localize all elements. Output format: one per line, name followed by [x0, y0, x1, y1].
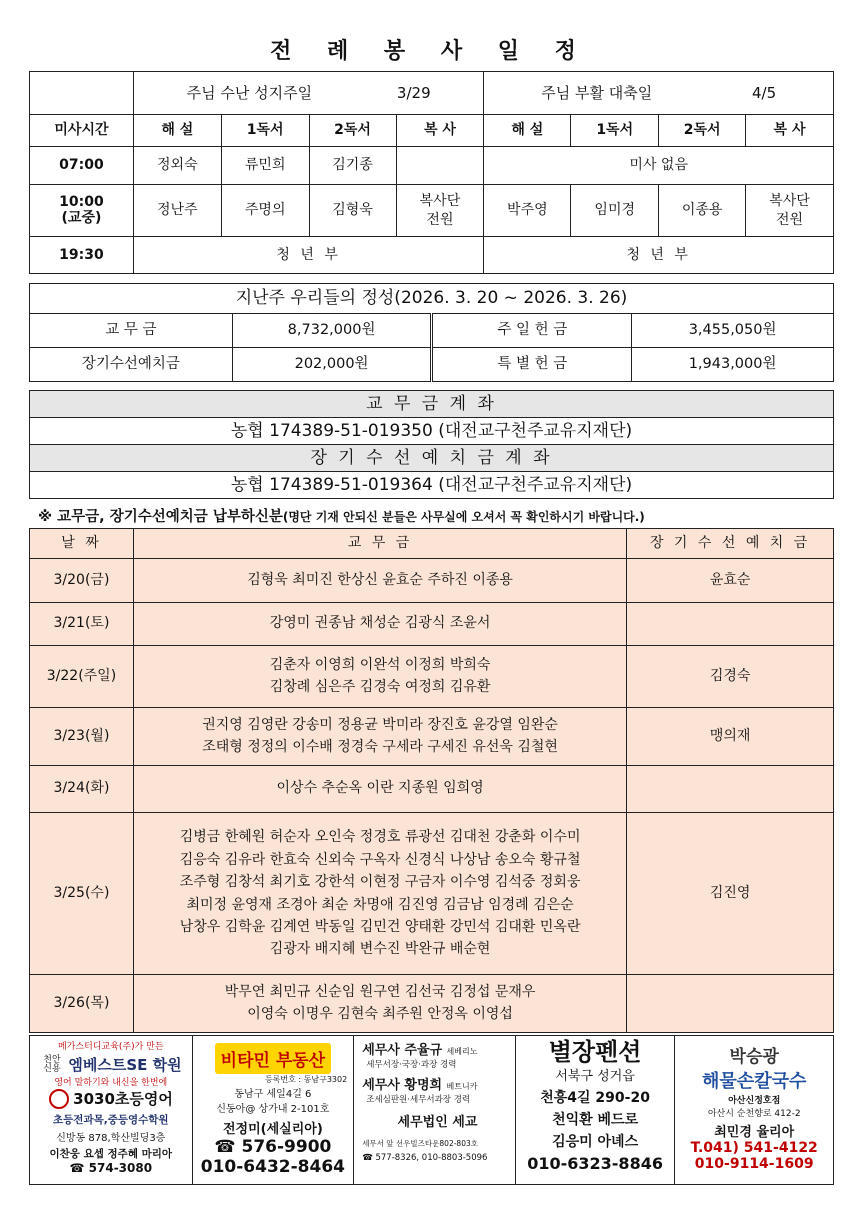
sunday2-header [484, 72, 834, 115]
server-line: 전원 [775, 211, 804, 228]
ad-academy-people: 이찬웅 요셉 정주혜 마리아 [49, 1148, 173, 1160]
offering-title: 지난주 우리들의 정성(2026. 3. 20 ~ 2026. 3. 26) [30, 284, 834, 314]
cell-name [396, 147, 484, 185]
page-title: 전 례 봉 사 일 정 [270, 39, 590, 64]
donor-line: 남창우 김학윤 김계연 박동일 김민건 양태환 강민석 김대환 민옥란 [179, 918, 581, 935]
cell-name: 김형욱 [309, 185, 396, 237]
server-line: 복사단 [419, 192, 461, 209]
donor-fund: 김경숙 [627, 646, 834, 708]
donor-line: 조태형 정정의 이수배 정경숙 구세라 구세진 유선욱 김철현 [202, 738, 558, 755]
ad-tax-name2: 세무사 황명희 [362, 1078, 443, 1093]
donor-date: 3/21(토) [30, 603, 134, 646]
donor-line: 김응숙 김유라 한효숙 신외숙 구옥자 신경식 나상남 송오숙 황규철 [179, 851, 581, 868]
ad-tax-saint2: 베트니카 [446, 1082, 478, 1091]
ad-tax-addr: 세무서 앞 선우빌즈타운802-803호 [362, 1139, 478, 1148]
donor-line: 김창례 심은주 김경숙 여정희 김유환 [269, 678, 491, 695]
donor-header-fund: 장 기 수 선 예 치 금 [627, 529, 834, 559]
header-commentary: 해 설 [484, 115, 571, 147]
ad-noodle-owner: 박승광 [729, 1047, 779, 1067]
donor-line: 김춘자 이영희 이완석 이정희 박희숙 [269, 656, 491, 673]
notice-small: (명단 기재 안되신 분들은 사무실에 오셔서 꼭 확인하시기 바랍니다.) [282, 510, 645, 524]
ad-realestate [193, 1036, 355, 1184]
ad-academy-phone: ☎ 574-3080 [69, 1161, 153, 1175]
header-time: 미사시간 [30, 115, 134, 147]
ad-noodle [675, 1036, 833, 1184]
donor-date: 3/22(주일) [30, 646, 134, 708]
ad-academy-name2-row [32, 1088, 190, 1109]
ad-noodle-name: 해물손칼국수 [702, 1071, 807, 1092]
donor-date: 3/23(월) [30, 708, 134, 766]
header-commentary: 해 설 [133, 115, 221, 147]
ad-pension [516, 1036, 676, 1184]
time-1000 [30, 185, 134, 237]
donor-header-date: 날 짜 [30, 529, 134, 559]
ad-tax-desc2: 조세심판원·세무서과장 경력 [366, 1095, 471, 1105]
ad-pension-owner1: 천익환 베드로 [552, 1112, 639, 1129]
header-reading2: 2독서 [309, 115, 396, 147]
ad-academy-prefix: 천안 신용 [43, 1054, 61, 1074]
account2-number: 농협 174389-51-019364 (대전교구천주교유지재단) [30, 472, 834, 499]
server-line: 전원 [426, 211, 454, 228]
donor-fund [627, 603, 834, 646]
server-line: 복사단 [769, 192, 810, 209]
ad-noodle-branch: 아산신정호점 [728, 1096, 781, 1106]
donor-line: 김형욱 최미진 한상신 윤효순 주하진 이종용 [247, 571, 513, 588]
ad-academy-top: 메가스터디교육(주)가 만든 [58, 1042, 164, 1052]
time-0700: 07:00 [30, 147, 134, 185]
donor-names [133, 975, 626, 1033]
donor-header-tithe: 교 무 금 [133, 529, 626, 559]
ad-noodle-addr: 아산시 순천향로 412-2 [707, 1109, 801, 1119]
donor-line: 강영미 권종남 채성순 김광식 조윤서 [269, 615, 491, 632]
schedule-table [29, 71, 834, 274]
donor-line: 김광자 배지혜 변수진 박완규 배순현 [269, 941, 491, 958]
donor-line: 권지영 김영란 강송미 정용균 박미라 장진호 윤강열 임완순 [202, 716, 558, 733]
donor-names [133, 813, 626, 975]
donor-line: 이영숙 이명우 김현숙 최주원 안정옥 이영섭 [247, 1005, 513, 1022]
ad-realestate-mobile: 010-6432-8464 [200, 1157, 345, 1177]
header-reading1: 1독서 [571, 115, 659, 147]
donor-fund [627, 766, 834, 813]
donor-names [133, 559, 626, 603]
cell-name: 정외숙 [133, 147, 221, 185]
donor-line: 조주형 김창석 최기호 강한석 이현정 구금자 이수영 김석중 정회웅 [179, 874, 581, 891]
sunday1-name: 주님 수난 성지주일 [186, 83, 313, 102]
no-mass-note: 미사 없음 [484, 147, 834, 185]
cell-name: 주명의 [221, 185, 309, 237]
donor-line: 김병금 한혜원 허순자 오인숙 정경호 류광선 김대천 강춘화 이수미 [179, 829, 581, 846]
cell-server [746, 185, 834, 237]
offering-label: 특 별 헌 금 [432, 348, 632, 382]
donor-line: 이상수 추순옥 이란 지종원 임희영 [276, 780, 484, 797]
header-server: 복 사 [396, 115, 484, 147]
donor-names [133, 766, 626, 813]
ad-tax-desc1: 세무서장·국장·과장 경력 [366, 1060, 457, 1070]
ad-academy [30, 1036, 193, 1184]
notice-main: ※ 교무금, 장기수선예치금 납부하신분 [38, 509, 283, 525]
schedule-corner [30, 72, 134, 115]
donor-line: 최미정 윤영재 조경아 최순 차명애 김진영 김금남 임경례 김은순 [186, 896, 574, 913]
donor-date: 3/24(화) [30, 766, 134, 813]
ad-academy-name2: 3030초등영어 [73, 1090, 173, 1108]
donor-date: 3/25(수) [30, 813, 134, 975]
ad-academy-addr: 신방동 878,학산빌딩3층 [56, 1133, 166, 1144]
donor-table [29, 528, 834, 1033]
account1-number: 농협 174389-51-019350 (대전교구천주교유지재단) [30, 418, 834, 445]
ad-noodle-mobile: 010-9114-1609 [694, 1156, 814, 1172]
ad-tax-tel: ☎ 577-8326, 010-8803-5096 [362, 1153, 488, 1163]
ad-academy-sub: 초등전과목,중등영수학원 [53, 1114, 169, 1126]
donor-fund [627, 975, 834, 1033]
ad-pension-name: 별장펜션 [548, 1039, 642, 1066]
ad-realestate-tel: ☎ 576-9900 [214, 1137, 332, 1157]
youth-left: 청 년 부 [133, 237, 484, 274]
notice [38, 505, 645, 526]
academy-logo-icon [49, 1089, 69, 1109]
cell-name: 류민희 [221, 147, 309, 185]
ad-realestate-addr2: 신동아@ 상가내 2-101호 [216, 1104, 330, 1115]
ad-realestate-badge-row [195, 1043, 352, 1074]
offering-label: 교 무 금 [30, 314, 233, 348]
account1-title: 교 무 금 계 좌 [30, 391, 834, 418]
youth-right: 청 년 부 [484, 237, 834, 274]
ad-tax-firm: 세무법인 세교 [397, 1115, 478, 1130]
ad-noodle-person: 최민경 율리아 [714, 1125, 795, 1140]
offering-label: 주 일 헌 금 [432, 314, 632, 348]
ad-tax [354, 1036, 516, 1184]
ad-strip [29, 1035, 834, 1185]
header-server: 복 사 [746, 115, 834, 147]
donor-names [133, 603, 626, 646]
ad-tax-saint1: 세베리노 [446, 1047, 478, 1056]
cell-name: 이종용 [659, 185, 746, 237]
offering-value: 202,000원 [232, 348, 432, 382]
donor-names [133, 708, 626, 766]
ad-realestate-name: 비타민 부동산 [215, 1043, 331, 1074]
account2-title: 장 기 수 선 예 치 금 계 좌 [30, 445, 834, 472]
donor-fund: 맹의재 [627, 708, 834, 766]
donor-date: 3/26(목) [30, 975, 134, 1033]
time-1000-label: 10:00 [59, 194, 104, 211]
cell-name: 김기종 [309, 147, 396, 185]
ad-tax-name1: 세무사 주율규 [362, 1043, 443, 1058]
cell-name: 정난주 [133, 185, 221, 237]
ad-noodle-tel: T.041) 541-4122 [690, 1140, 818, 1156]
ad-tax-row1 [362, 1039, 513, 1058]
sunday1-date: 3/29 [396, 83, 431, 102]
ad-realestate-reg: 등록번호 : 동남구3302 [264, 1075, 348, 1084]
donor-date: 3/20(금) [30, 559, 134, 603]
ad-academy-name: 엠베스트SE 학원 [68, 1056, 182, 1074]
sunday1-header [133, 72, 484, 115]
ad-realestate-owner: 전정미(세실리아) [222, 1122, 323, 1137]
cell-name: 임미경 [571, 185, 659, 237]
donor-names [133, 646, 626, 708]
donor-fund: 김진영 [627, 813, 834, 975]
ad-pension-addr1: 서북구 성거읍 [555, 1069, 635, 1085]
header-reading2: 2독서 [659, 115, 746, 147]
cell-name: 박주영 [484, 185, 571, 237]
sunday2-name: 주님 부활 대축일 [541, 83, 653, 102]
ad-realestate-addr1: 동남구 세일4길 6 [234, 1089, 312, 1100]
time-1930: 19:30 [30, 237, 134, 274]
offering-table [29, 283, 834, 382]
account-table [29, 390, 834, 499]
ad-tax-row2 [362, 1074, 513, 1093]
offering-label: 장기수선예치금 [30, 348, 233, 382]
donor-line: 박무연 최민규 신순임 원구연 김선국 김정섭 문재우 [224, 983, 536, 1000]
offering-value: 1,943,000원 [632, 348, 834, 382]
header-reading1: 1독서 [221, 115, 309, 147]
ad-academy-title-row [32, 1054, 190, 1075]
ad-academy-line: 영어 말하기와 내신을 한번에 [54, 1078, 168, 1088]
ad-pension-phone: 010-6323-8846 [527, 1154, 663, 1174]
ad-pension-owner2: 김응미 아녜스 [552, 1134, 639, 1151]
sunday2-date: 4/5 [752, 83, 777, 102]
time-1000-sub: (교중) [61, 209, 102, 226]
ad-pension-addr2: 천흥4길 290-20 [540, 1090, 650, 1107]
offering-value: 8,732,000원 [232, 314, 432, 348]
donor-fund: 윤효순 [627, 559, 834, 603]
offering-value: 3,455,050원 [632, 314, 834, 348]
cell-server [396, 185, 484, 237]
